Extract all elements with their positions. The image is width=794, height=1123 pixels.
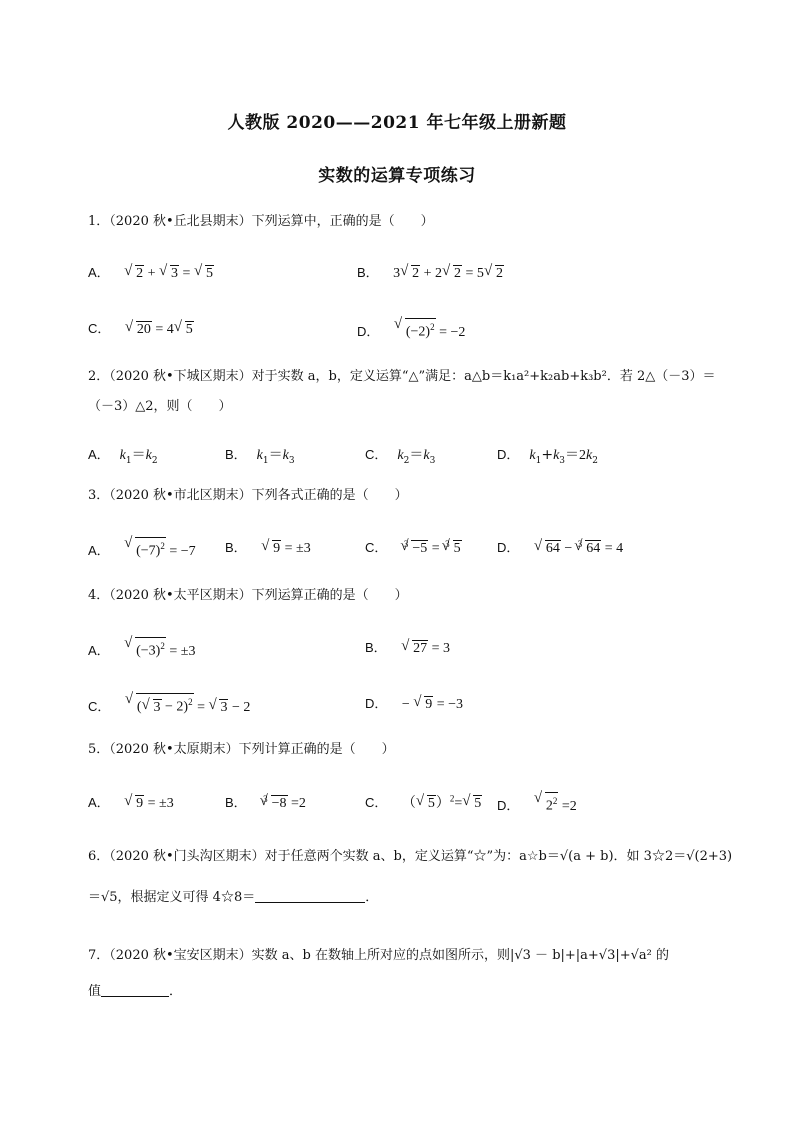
question-4-option-b: B． √ 27 = 3 bbox=[365, 637, 450, 657]
question-5-option-a: A． √ 9 = ±3 bbox=[88, 792, 174, 812]
question-7-stem-line-1: 7．（2020 秋•宝安区期末）实数 a、b 在数轴上所对应的点如图所示，则|√3 － b|+|a+√3|+√a² 的 bbox=[88, 948, 670, 963]
question-3-stem: 3．（2020 秋•市北区期末）下列各式正确的是（ ） bbox=[88, 488, 408, 503]
question-2-option-d: D． $k_1+k_3=2k_2$ bbox=[497, 447, 598, 466]
question-5-option-d: D． √ $2^2 =2$ bbox=[497, 792, 577, 815]
question-2-option-b: B． $k_1=k_3$ bbox=[225, 447, 295, 466]
question-1-option-d: D． √ $(-2)^2 = -2$ bbox=[357, 318, 465, 341]
question-4-option-a: A． √ $(-3)^2 = \pm 3$ bbox=[88, 637, 195, 660]
worksheet-subtitle: 实数的运算专项练习 bbox=[318, 166, 476, 186]
question-3-option-a: A． √ $(-7)^2 = -7$ bbox=[88, 537, 196, 560]
question-2-option-c: C． $k_2=k_3$ bbox=[365, 447, 436, 466]
question-2-option-a: A． $k_1=k_2$ bbox=[88, 447, 158, 466]
question-3-option-b: B． √ 9 = ±3 bbox=[225, 537, 311, 557]
question-7-answer-blank[interactable] bbox=[101, 982, 169, 997]
worksheet-title: 人教版 2020——2021 年七年级上册新题 bbox=[227, 113, 567, 133]
question-5-option-b: B． $^3$√ −8 =2 bbox=[225, 792, 306, 812]
question-6-stem-line-2: ＝√5，根据定义可得 4☆8＝ ． bbox=[88, 890, 379, 905]
question-6-stem-line-1: 6．（2020 秋•门头沟区期末）对于任意两个实数 a、b，定义运算“☆”为：a☆b＝√(a + b)．如 3☆2＝√(2+3) bbox=[88, 849, 733, 864]
question-4-option-d: D． − √ 9 = −3 bbox=[365, 693, 463, 713]
question-2-stem-line-1: 2．（2020 秋•下城区期末）对于实数 a，b，定义运算“△”满足：a△b＝k₁a²+k₂ab+k₃b²．若 2△（－3）＝ bbox=[88, 369, 716, 384]
question-7-stem-line-2: 值 ． bbox=[88, 984, 183, 999]
question-3-option-c: C． $^3$√ −5 = $^3$√ 5 bbox=[365, 537, 462, 557]
question-3-option-d: D． √ 64 − $^3$√ 64 = 4 bbox=[497, 537, 623, 557]
question-6-answer-blank[interactable] bbox=[255, 888, 365, 903]
question-4-option-c: C． √ (√ 3 − 2)$^2$ = √ 3 − 2 bbox=[88, 693, 250, 716]
question-4-stem: 4．（2020 秋•太平区期末）下列运算正确的是（ ） bbox=[88, 588, 408, 603]
question-1-option-a: A． √ 2 + √ 3 = √ 5 bbox=[88, 262, 214, 282]
question-5-stem: 5．（2020 秋•太原期末）下列计算正确的是（ ） bbox=[88, 742, 395, 757]
question-5-option-c: C． （√ 5）$^2$=√ 5 bbox=[365, 792, 482, 812]
question-1-option-c: C． √ 20 = 4√ 5 bbox=[88, 318, 194, 338]
question-1-stem: 1．（2020 秋•丘北县期末）下列运算中，正确的是（ ） bbox=[88, 214, 434, 229]
question-1-option-b: B． 3√ 2 + 2√ 2 = 5√ 2 bbox=[357, 262, 504, 282]
question-2-stem-line-2: （－3）△2，则（ ） bbox=[88, 399, 232, 414]
